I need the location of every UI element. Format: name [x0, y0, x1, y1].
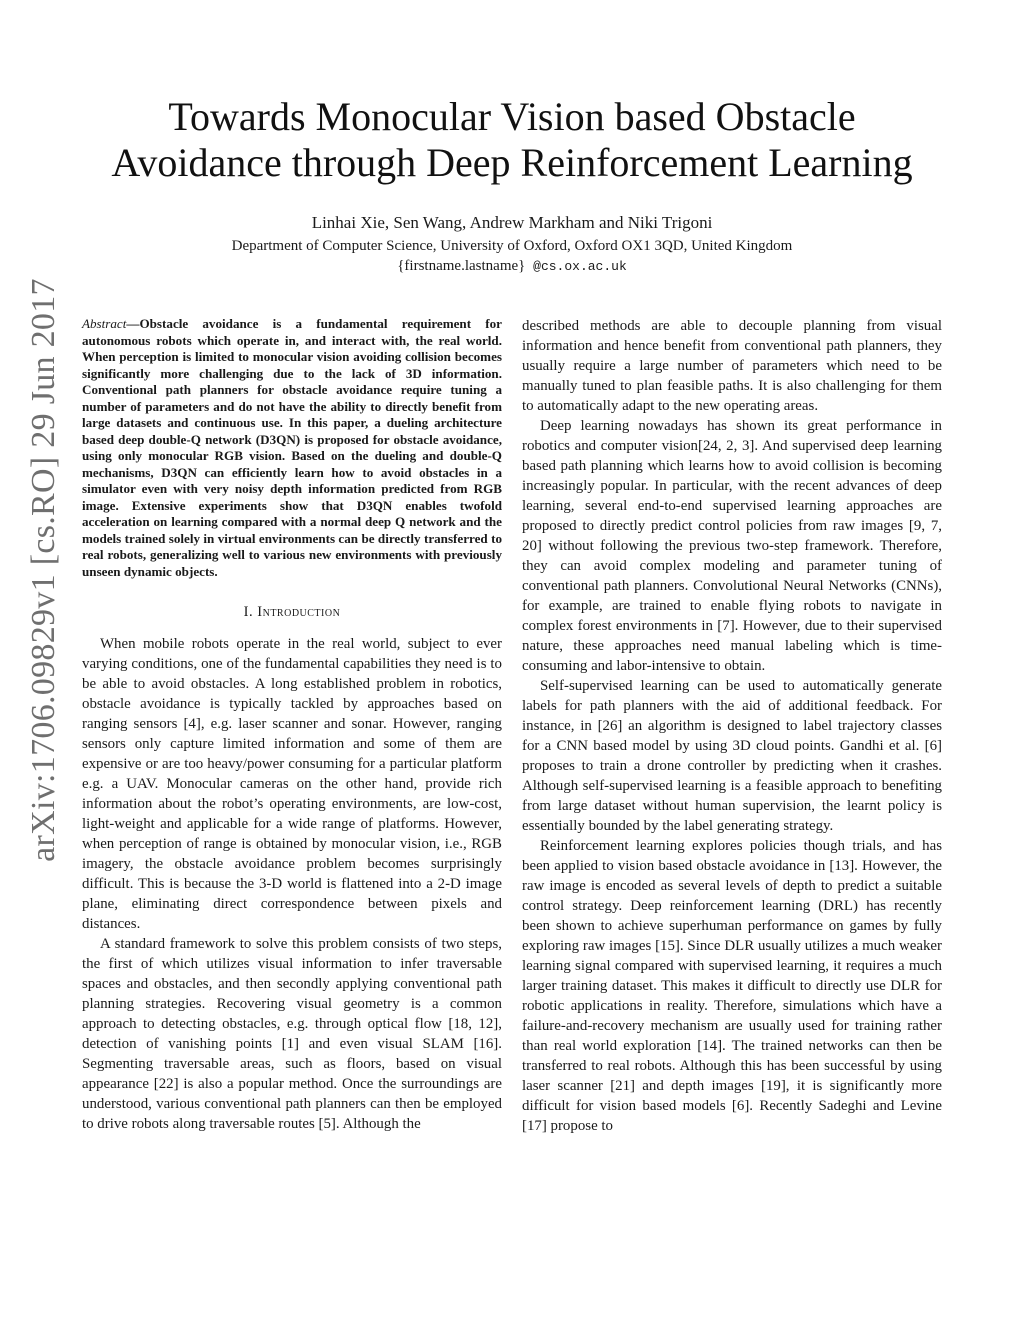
right-column [522, 316, 942, 1136]
paragraph: A standard framework to solve this problem consists of two steps, the first of which utilizes visual information to infer traversable spaces and obstacles, and then secondly applying conventional path planning strategies. Recovering visual geometry is a common approach to detecting obstacles, e.g. through optical flow [18, 12], detection of vanishing points [1] and even visual SLAM [16]. Segmenting traversable areas, such as floors, based on visual appearance [22] is also a popular method. Once the surroundings are understood, various conventional path planners can then be employed to drive robots along traversable routes [5]. Although the [82, 936, 502, 1132]
email-name-pattern: {firstname.lastname} [397, 258, 526, 274]
abstract-text: —Obstacle avoidance is a fundamental requirement for autonomous robots which operate in, and interact with, the real world. When perception is limited to monocular vision avoiding collision becomes significantly more challenging due to the lack of 3D information. Conventional path planners for obstacle avoidance require tuning a number of parameters and do not have the ability to directly benefit from large datasets and continuous use. In this paper, a dueling architecture based deep double-Q network (D3QN) is proposed for obstacle avoidance, using only monocular RGB vision. Based on the dueling and double-Q mechanisms, D3QN can efficiently learn how to avoid obstacles in a simulator even with very noisy depth information predicted from RGB image. Extensive experiments show that D3QN enables twofold acceleration on learning compared with a normal deep Q network and the models trained solely in virtual environments can be directly transferred to real robots, generalizing well to various new environments with previously unseen dynamic objects. [82, 316, 502, 579]
author-email [60, 256, 964, 277]
abstract [82, 316, 502, 580]
paragraph: described methods are able to decouple planning from visual information and hence benefit from conventional path planners, they usually require a large number of parameters which need to be manually tuned to plan feasible paths. It is also challenging for them to automatically adapt to the new operating areas. [522, 318, 942, 414]
left-column [82, 316, 502, 1134]
paper-title-line-2: Avoidance through Deep Reinforcement Learning [111, 140, 913, 185]
author-list: Linhai Xie, Sen Wang, Andrew Markham and Niki Trigoni [311, 213, 713, 232]
paragraph: Deep learning nowadays has shown its great performance in robotics and computer vision[24, 2, 3]. And supervised deep learning based path planning which learns how to avoid collision is becoming increasingly popular. In particular, with the recent advances of deep learning, several end-to-end supervised learning approaches are proposed to directly predict control policies from raw images [9, 7, 20] without following the previous two-step framework. Therefore, they can avoid complex modeling and parameter tuning of conventional path planners. Convolutional Neural Networks (CNNs), for example, are trained to enable flying robots to navigate in complex forest environments in [7]. However, due to their supervised nature, these approaches need manual labeling which is time-consuming and labor-intensive to obtain. [522, 418, 942, 674]
abstract-label: Abstract [82, 316, 127, 331]
paragraph: When mobile robots operate in the real world, subject to ever varying conditions, one of the fundamental capabilities they need is to be able to avoid obstacles. A long established problem in robotics, obstacle avoidance is typically tackled by approaches based on ranging sensors [4], e.g. laser scanner and sonar. However, ranging sensors only capture limited information and some of them are expensive or are too heavy/power consuming for a particular platform e.g. a UAV. Monocular cameras on the other hand, provide rich information about the robot’s operating environments, are low-cost, light-weight and applicable for a wide range of platforms. However, when perception of range is obtained by monocular vision, i.e., RGB imagery, the obstacle avoidance problem becomes surprisingly difficult. This is because the 3-D world is flattened into a 2-D image plane, eliminating direct correspondence between pixels and distances. [82, 636, 502, 932]
section-number: I. [243, 604, 258, 620]
paragraph: Reinforcement learning explores policies though trials, and has been applied to vision based obstacle avoidance in [13]. However, the raw image is encoded as several levels of depth to predict a suitable control strategy. Deep reinforcement learning (DRL) has recently been shown to achieve superhuman performance on games by fully exploring raw images [15]. Since DLR usually utilizes a much weaker learning signal compared with supervised learning, it requires a much larger training dataset. This makes it difficult to directly use DLR for robotic applications in reality. Therefore, simulations which have a failure-and-recovery mechanism are usually used for training rather than real world exploration [14]. The trained networks can then be transferred to real robots. Although this has been successful by using laser scanner [21] and depth images [19], it is significantly more difficult for vision based models [6]. Recently Sadeghi and Levine [17] propose to [522, 838, 942, 1134]
email-domain: @cs.ox.ac.uk [525, 259, 627, 274]
paper-title [60, 94, 964, 186]
section-title: Introduction [257, 604, 341, 620]
section-heading-introduction [82, 602, 502, 622]
paragraph: Self-supervised learning can be used to automatically generate labels for path planners with the aid of additional feedback. For instance, in [26] an algorithm is designed to label trajectory classes for a CNN based model by using 3D cloud points. Gandhi et al. [6] proposes to train a drone controller by predicting when it crashes. Although self-supervised learning is a feasible approach to benefiting from large dataset without human supervision, the learnt policy is essentially bounded by the label generating strategy. [522, 678, 942, 834]
arxiv-identifier: arXiv:1706.09829v1 [cs.RO] 29 Jun 2017 [25, 278, 62, 862]
paper-title-line-1: Towards Monocular Vision based Obstacle [168, 94, 856, 139]
author-affiliation: Department of Computer Science, University of Oxford, Oxford OX1 3QD, United Kingdom [231, 238, 793, 254]
